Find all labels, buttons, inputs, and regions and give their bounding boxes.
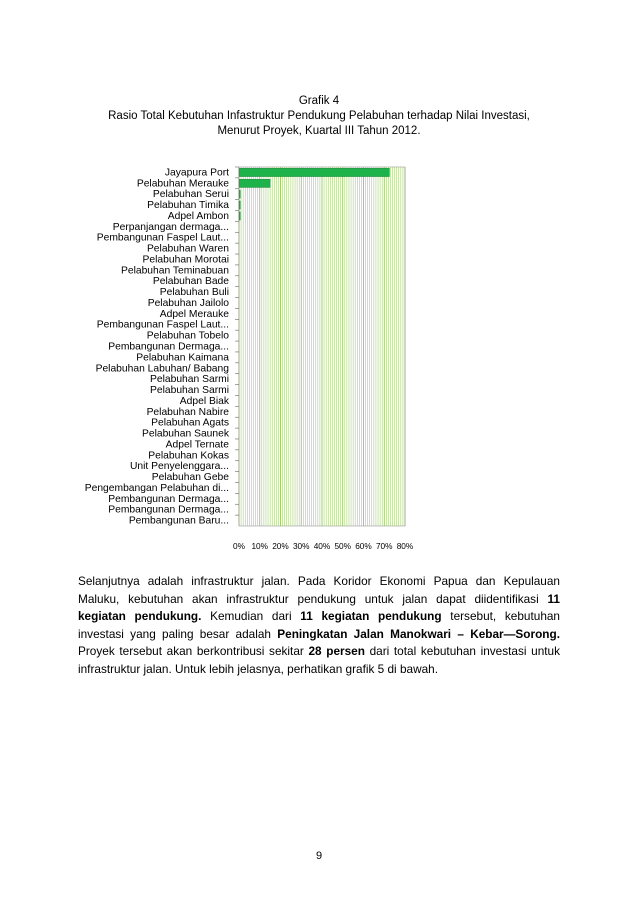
category-label: Pelabuhan Teminabuan — [120, 265, 229, 277]
category-label: Pembangunan Faspel Laut... — [96, 319, 229, 331]
x-tick-label: 70% — [375, 541, 393, 551]
bar — [239, 212, 240, 220]
category-label: Adpel Ambon — [167, 210, 229, 222]
category-label: Pelabuhan Timika — [147, 200, 229, 212]
x-tick-label: 80% — [396, 541, 414, 551]
bold-run: Peningkatan Jalan Manokwari – Kebar—Sorong. — [277, 626, 560, 641]
chart-title: Grafik 4 — [298, 95, 340, 107]
x-tick-label: 50% — [334, 541, 352, 551]
body-paragraph — [78, 573, 560, 678]
category-label: Pelabuhan Buli — [159, 287, 229, 299]
category-label: Pelabuhan Kaimana — [136, 352, 229, 364]
bold-run: 11 kegiatan pendukung. — [78, 591, 560, 623]
category-label: Pelabuhan Kokas — [148, 450, 229, 462]
x-tick-label: 60% — [355, 541, 372, 551]
x-tick-label: 40% — [313, 541, 331, 551]
category-label: Pelabuhan Gebe — [151, 472, 229, 484]
category-label: Pelabuhan Sarmi — [150, 374, 229, 386]
category-label: Pelabuhan Bade — [152, 276, 229, 288]
x-tick-label: 10% — [251, 541, 269, 551]
category-label: Pelabuhan Nabire — [146, 406, 229, 418]
category-label: Pembangunan Dermaga... — [108, 504, 229, 516]
category-label: Pembangunan Faspel Laut... — [96, 232, 229, 244]
category-label: Pelabuhan Merauke — [136, 178, 229, 190]
bold-run: 28 persen — [308, 644, 365, 658]
x-tick-label: 0% — [233, 541, 245, 551]
category-label: Pelabuhan Serui — [152, 189, 229, 201]
category-label: Jayapura Port — [164, 167, 229, 179]
chart-subtitle-line1: Rasio Total Kebutuhan Infastruktur Pendukung Pelabuhan terhadap Nilai Investasi, — [108, 110, 530, 122]
category-label: Pelabuhan Saunek — [141, 428, 229, 440]
category-label: Unit Penyelenggara... — [129, 461, 229, 473]
category-label: Pelabuhan Labuhan/ Babang — [95, 363, 229, 375]
page-number: 9 — [315, 850, 323, 862]
category-label: Pelabuhan Waren — [146, 243, 229, 255]
category-label: Adpel Merauke — [159, 308, 229, 320]
category-label: Pelabuhan Tobelo — [146, 330, 229, 342]
category-label: Pelabuhan Morotai — [142, 254, 229, 266]
bar-chart — [0, 160, 638, 560]
category-label: Pengembangan Pelabuhan di... — [84, 482, 229, 494]
category-label: Pelabuhan Jailolo — [147, 297, 229, 309]
bar — [239, 201, 240, 209]
x-tick-label: 30% — [292, 541, 310, 551]
bar — [239, 179, 270, 187]
bar — [239, 168, 389, 176]
text-run: dari total kebutuhan investasi untuk infrastruktur jalan. Untuk lebih jelasnya, perhatikan grafik 5 di bawah. — [78, 644, 561, 676]
category-label: Perpanjangan dermaga... — [112, 221, 229, 233]
bar — [239, 190, 240, 198]
text-run: tersebut, kebutuhan investasi yang paling besar adalah — [78, 609, 560, 641]
text-run: Proyek tersebut akan berkontribusi sekitar — [78, 644, 309, 658]
x-tick-label: 20% — [272, 541, 289, 551]
category-label: Pelabuhan Sarmi — [150, 385, 229, 397]
bold-run: 11 kegiatan pendukung — [300, 609, 442, 623]
category-label: Pelabuhan Agats — [151, 417, 229, 429]
text-run: Selanjutnya adalah infrastruktur jalan. Pada Koridor Ekonomi Papua dan Kepulauan Maluku, kebutuhan akan infrastruktur pendukung untuk jalan dapat diidentifikasi — [78, 574, 560, 606]
text-run: Kemudian dari — [201, 609, 301, 623]
category-label: Pembangunan Dermaga... — [108, 341, 229, 353]
category-label: Pembangunan Baru... — [128, 515, 229, 527]
category-label: Adpel Biak — [179, 395, 229, 407]
category-label: Pembangunan Dermaga... — [108, 493, 229, 505]
chart-subtitle-line2: Menurut Proyek, Kuartal III Tahun 2012. — [217, 125, 421, 137]
category-label: Adpel Ternate — [165, 439, 229, 451]
